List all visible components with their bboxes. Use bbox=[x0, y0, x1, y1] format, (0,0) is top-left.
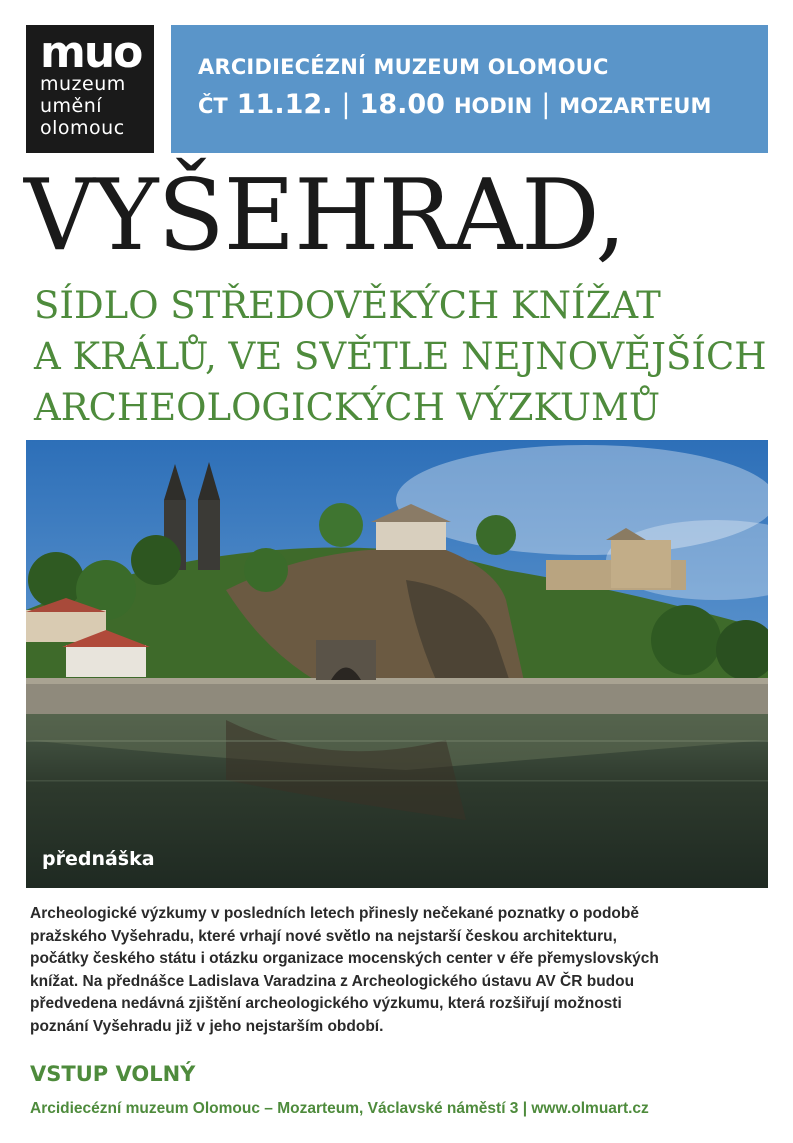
description-line-3: počátky českého státu i otázku organizace mocenských center v éře přemyslovských bbox=[30, 950, 659, 967]
event-banner bbox=[171, 25, 768, 153]
subtitle-line-2: A KRÁLŮ, VE SVĚTLE NEJNOVĚJŠÍCH bbox=[34, 335, 767, 378]
description-line-6: poznání Vyšehradu již v jeho nejstarším období. bbox=[30, 1017, 384, 1035]
page-title: VYŠEHRAD, bbox=[24, 159, 626, 273]
separator: | bbox=[541, 89, 551, 120]
muo-logo bbox=[26, 25, 154, 153]
separator: | bbox=[341, 89, 351, 120]
event-day: ČT bbox=[198, 94, 228, 118]
logo-line-1: muzeum bbox=[40, 73, 126, 95]
description-line-1: Archeologické výzkumy v posledních letech přinesly nečekané poznatky o podobě bbox=[30, 905, 639, 922]
vysehrad-photo bbox=[26, 440, 768, 888]
event-description bbox=[30, 903, 775, 1038]
subtitle-line-3: ARCHEOLOGICKÝCH VÝZKUMŮ bbox=[34, 386, 661, 429]
event-date: 11.12. bbox=[236, 89, 333, 120]
event-venue: MOZARTEUM bbox=[559, 94, 712, 118]
logo-mark: muo bbox=[40, 27, 142, 78]
logo-line-2: umění bbox=[40, 95, 103, 117]
logo-line-3: olomouc bbox=[40, 117, 125, 139]
subtitle-line-1: SÍDLO STŘEDOVĚKÝCH KNÍŽAT bbox=[34, 284, 661, 327]
event-time: 18.00 bbox=[359, 89, 445, 120]
footer-address: Arcidiecézní muzeum Olomouc – Mozarteum, Václavské náměstí 3 | www.olmuart.cz bbox=[30, 1100, 649, 1117]
description-line-4: knížat. Na přednášce Ladislava Varadzina z Archeologického ústavu AV ČR budou bbox=[30, 972, 635, 990]
organizer-name: ARCIDIECÉZNÍ MUZEUM OLOMOUC bbox=[198, 55, 609, 79]
event-time-unit: HODIN bbox=[453, 94, 533, 118]
description-line-5: předvedena nedávná zjištění archeologického výzkumu, která rozšiřují možnosti bbox=[30, 995, 622, 1012]
photo-illustration bbox=[26, 440, 768, 888]
description-line-2: pražského Vyšehradu, které vrhají nové světlo na nejstarší českou architekturu, bbox=[30, 927, 617, 945]
free-entry-label: VSTUP VOLNÝ bbox=[30, 1062, 196, 1086]
event-datetime-venue bbox=[198, 89, 768, 120]
photo-label: přednáška bbox=[42, 848, 155, 870]
subtitle bbox=[34, 280, 784, 433]
